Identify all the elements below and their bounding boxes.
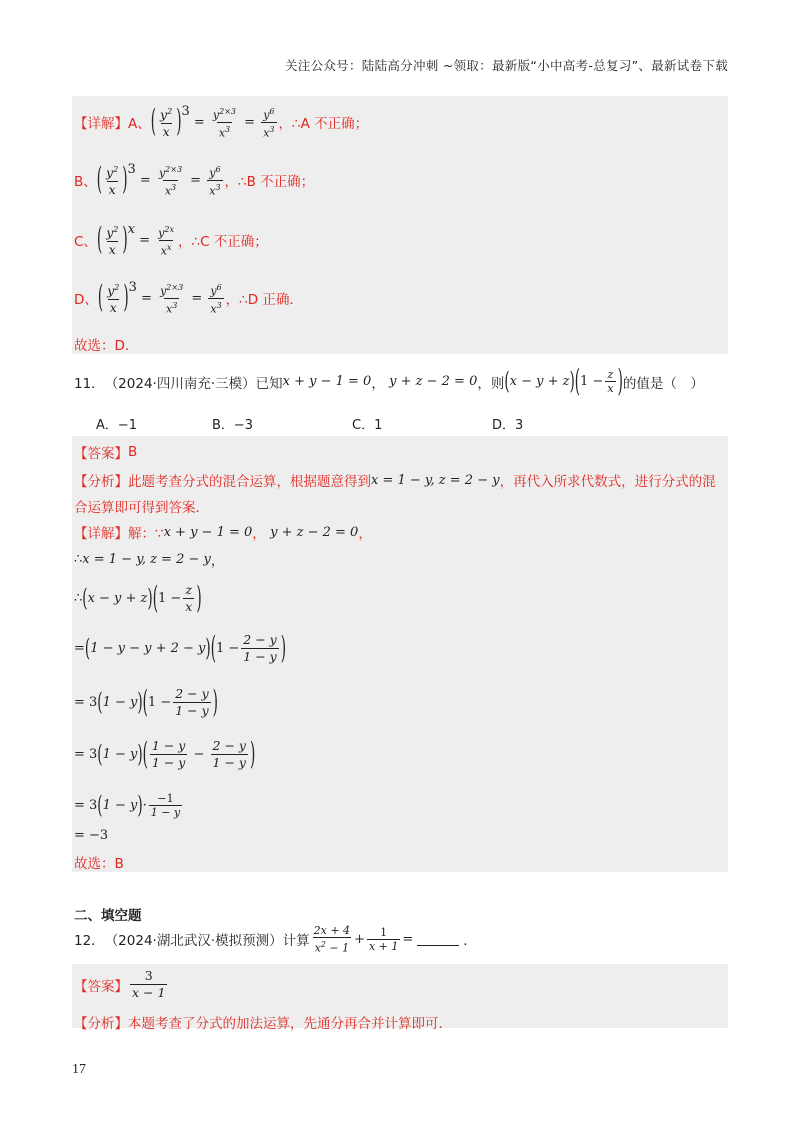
q11-analysis-line1: 【分析】 此题考查分式的混合运算，根据题意得到 x = 1 − y, z = 2 − y ，再代入所求代数式，进行分式的混 xyxy=(74,472,716,490)
section-title: 二、填空题 xyxy=(74,908,142,924)
q11-step-2: ∴ ( x − y + z ) ( 1 − $\frac{z}{x}$ ) xyxy=(74,580,202,617)
q11-step-6: = 3 ( 1 − y ) · $\frac{-1}{1 - y}$ xyxy=(74,791,181,820)
q12-analysis: 【分析】 本题考查了分式的加法运算，先通分再合并计算即可． xyxy=(74,1016,452,1032)
q10-option-c-line: C、 ( $\frac{y^2}{x}$ ) x = $\frac{y^{2x}}{x^x}$ ，∴C 不正确； xyxy=(74,221,268,259)
q11-choice: 故选：B xyxy=(74,856,124,872)
q11-stem: 11． （2024·四川南充·三模）已知 x + y − 1 = 0 ， y + z − 2 = 0 ， 则 ( x − y + z ) ( 1 − $\frac{z}{x}$ ) 的值是（ ） xyxy=(74,363,704,400)
page-header: 关注公众号：陆陆高分冲刺 ~领取：最新版“小中高考-总复习”、最新试卷下载 xyxy=(284,58,728,73)
q11-step-7: = −3 xyxy=(74,828,109,843)
detail-label: 【详解】 xyxy=(74,116,128,133)
q11-option-b: B．−3 xyxy=(212,418,254,433)
q11-option-d: D．3 xyxy=(492,418,524,433)
q11-option-c: C．1 xyxy=(352,418,383,433)
q10-option-a-line: 【详解】 A、 ( $\frac{y^2}{x}$ ) 3 = $\frac{y^{2\times 3}}{x^3}$ = $\frac{y^6}{x^3}$ ，∴A 不正确； xyxy=(74,103,369,141)
q11-step-5: = 3 ( 1 − y ) ( $\frac{1 - y}{1 - y}$ − $\frac{2 - y}{1 - y}$ ) xyxy=(74,736,256,773)
q10-option-d-line: D、 ( $\frac{y^2}{x}$ ) 3 = $\frac{y^{2\times 3}}{x^3}$ = $\frac{y^6}{x^3}$ ，∴D 正确． xyxy=(74,279,303,317)
q11-option-a: A．−1 xyxy=(96,418,138,433)
page-number: 17 xyxy=(72,1062,86,1077)
q10-option-b-line: B、 ( $\frac{y^2}{x}$ ) 3 = $\frac{y^{2\times 3}}{x^3}$ = $\frac{y^6}{x^3}$ ，∴B 不正确； xyxy=(74,161,315,199)
q12-answer: 【答案】 $\frac{3}{x - 1}$ xyxy=(74,968,166,1000)
q10-choice: 故选：D． xyxy=(74,338,139,354)
q11-answer: 【答案】 B xyxy=(74,444,138,462)
q11-detail-line: 【详解】 解：∵ x + y − 1 = 0 ， y + z − 2 = 0 ， xyxy=(74,524,372,542)
q11-step-3: = ( 1 − y − y + 2 − y ) ( 1 − $\frac{2 - y}{1 - y}$ ) xyxy=(74,630,286,667)
q11-step-4: = 3 ( 1 − y ) ( 1 − $\frac{2 - y}{1 - y}$ ) xyxy=(74,684,218,721)
q12-stem: 12． （2024·湖北武汉·模拟预测）计算 $\frac{2x + 4}{x^2 - 1}$ + $\frac{1}{x + 1}$ = ． xyxy=(74,924,477,955)
q11-analysis-line2: 合运算即可得到答案． xyxy=(74,500,209,516)
answer-blank xyxy=(417,933,459,946)
q11-step-1: ∴ x = 1 − y, z = 2 − y ， xyxy=(74,552,224,569)
